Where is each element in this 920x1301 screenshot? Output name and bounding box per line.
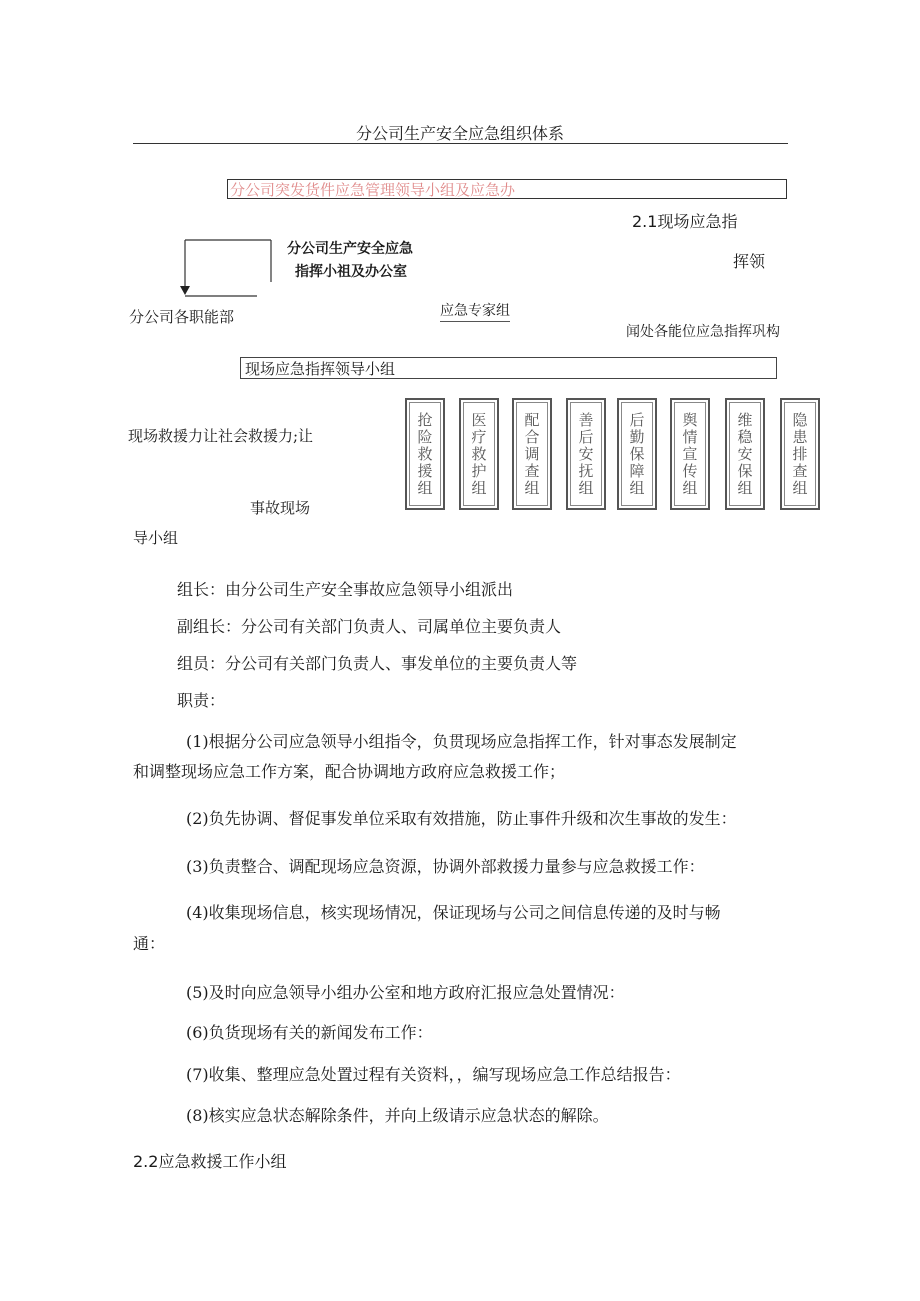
duties-label: 职责： [177,691,226,710]
team-box-rescue [405,398,445,510]
guide-group-label: 导小组 [133,529,179,547]
team-label: 后勤保障组 [627,412,646,497]
functional-depts-label: 分公司各职能部 [129,308,235,326]
hq-label-line1: 分公司生产安全应急 [287,241,413,257]
duty-4-line-1: (4)收集现场信息，核实现场情况，保证现场与公司之间信息传递的及时与畅 [186,903,721,922]
duty-5: (5)及时向应急领导小组办公室和地方政府汇报应急处置情况： [186,983,625,1002]
team-box-investigation [512,398,552,510]
expert-group-label: 应急专家组 [440,300,510,322]
duty-1-line-2: 和调整现场应急工作方案，配合协调地方政府应急救援工作； [133,762,566,781]
page-title: 分公司生产安全应急组织体系 [355,124,564,143]
team-box-medical [459,398,499,510]
section-21-heading-part1: 2.1现场应急指 [632,212,738,231]
hq-label-line2: 指挥小祖及办公室 [295,264,407,280]
team-box-hazard-check [780,398,820,510]
team-label: 配合调查组 [522,412,541,497]
team-label: 维稳安保组 [735,412,754,497]
team-label: 隐患排查组 [790,412,809,497]
section-21-heading-part2: 挥领 [733,252,766,271]
duty-6: (6)负货现场有关的新闻发布工作： [186,1023,433,1042]
leading-group-box: 分公司突发货件应急管理领导小组及应急办 [227,179,787,199]
duty-8: (8)核实应急状态解除条件，并向上级请示应急状态的解除。 [186,1106,609,1125]
duty-2: (2)负先协调、督促事发单位采取有效措施，防止事件升级和次生事故的发生： [186,809,737,828]
team-box-security [725,398,765,510]
duty-4-line-2: 通： [133,934,166,953]
next-section-heading: 2.2应急救援工作小组 [133,1152,287,1171]
team-label: 医疗救护组 [469,412,488,497]
team-box-public-opinion [670,398,710,510]
on-site-units-label: 闻处各能位应急指挥巩构 [626,324,780,340]
deputy-line: 副组长：分公司有关部门负责人、司属单位主要负责人 [177,617,562,636]
team-label: 舆情宣传组 [680,412,699,497]
duty-7: (7)收集、整理应急处置过程有关资料，，编写现场应急工作总结报告： [186,1065,681,1084]
leader-line: 组长：由分公司生产安全事故应急领导小组派出 [177,580,514,599]
team-label: 善后安抚组 [576,412,595,497]
members-line: 组员：分公司有关部门负责人、事发单位的主要负责人等 [177,654,578,673]
duty-1-line-1: (1)根据分公司应急领导小组指令，负贯现场应急指挥工作，针对事态发展制定 [186,732,737,751]
arrow-down-icon [180,286,190,295]
site-leading-group-box: 现场应急指挥领导小组 [240,357,777,379]
team-label: 抢险救援组 [415,412,434,497]
rescue-forces-label: 现场救援力让社会救援力;让 [128,427,314,445]
team-box-aftercare [566,398,606,510]
accident-site-label: 事故现场 [250,499,311,517]
team-box-logistics [617,398,657,510]
duty-3: (3)负责整合、调配现场应急资源，协调外部救援力量参与应急救援工作： [186,857,705,876]
